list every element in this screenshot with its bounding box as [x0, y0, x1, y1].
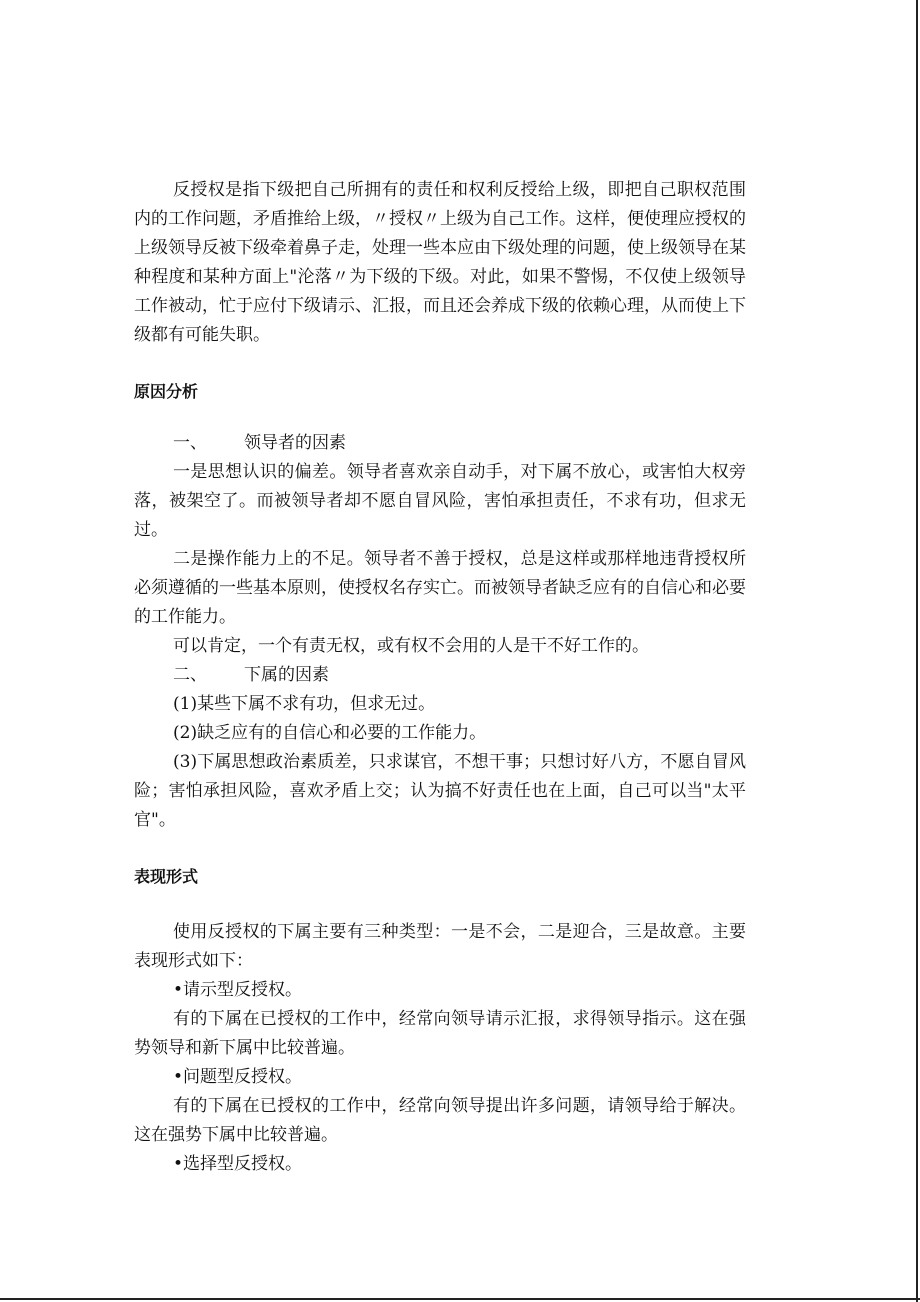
paragraph-ability: 二是操作能力上的不足。领导者不善于授权，总是这样或那样地违背授权所必须遵循的一些基本原则，使授权名存实亡。而被领导者缺乏应有的自信心和必要的工作能力。: [134, 549, 746, 627]
section-heading-forms: 表现形式: [134, 867, 199, 886]
page-border-right: [916, 0, 918, 1302]
paragraph-cognition: 一是思想认识的偏差。领导者喜欢亲自动手，对下属不放心，或害怕大权旁落，被架空了。而被领导者却不愿自冒风险，害怕承担责任，不求有功，但求无过。: [134, 462, 746, 540]
paragraph-types: 使用反授权的下属主要有三种类型：一是不会，二是迎合，三是故意。主要表现形式如下：: [134, 922, 746, 971]
paragraph-problem-type: 有的下属在已授权的工作中，经常向领导提出许多问题，请领导给于解决。这在强势下属中比较普遍。: [134, 1096, 746, 1145]
subheading-number: 二、: [173, 665, 207, 685]
subheading-title: 下属的因素: [244, 665, 329, 685]
page-border-bottom: [0, 1298, 920, 1300]
intro-paragraph: 反授权是指下级把自己所拥有的责任和权利反授给上级，即把自己职权范围内的工作问题，矛盾推给上级，〃授权〃上级为自己工作。这样，便使理应授权的上级领导反被下级牵着鼻子走，处理一些本应由下级处理的问题，使上级领导在某种程度和某种方面上"沦落〃为下级的下级。对此，如果不警惕，不仅使上级领导工作被动，忙于应付下级请示、汇报，而且还会养成下级的依赖心理，从而使上下级都有可能失职。: [134, 180, 746, 345]
bullet-request-type: •请示型反授权。: [173, 980, 303, 1000]
bullet-choice-type: •选择型反授权。: [173, 1154, 303, 1174]
subheading-number: 一、: [173, 433, 207, 453]
list-item: (2)缺乏应有的自信心和必要的工作能力。: [173, 723, 487, 743]
paragraph-conclusion: 可以肯定，一个有责无权，或有权不会用的人是干不好工作的。: [173, 636, 649, 656]
section-heading-causes: 原因分析: [134, 382, 199, 401]
subheading-leader-factors: [134, 429, 746, 458]
subheading-title: 领导者的因素: [244, 433, 346, 453]
list-item: (1)某些下属不求有功，但求无过。: [173, 694, 436, 714]
subheading-subordinate-factors: [134, 661, 746, 690]
paragraph-request-type: 有的下属在已授权的工作中，经常向领导请示汇报，求得领导指示。这在强势领导和新下属中比较普遍。: [134, 1009, 746, 1058]
list-item: (3)下属思想政治素质差，只求谋官，不想干事；只想讨好八方，不愿自冒风险；害怕承担风险，喜欢矛盾上交；认为搞不好责任也在上面，自己可以当"太平官"。: [134, 752, 746, 830]
bullet-problem-type: •问题型反授权。: [173, 1067, 303, 1087]
document-body: [134, 176, 746, 1179]
